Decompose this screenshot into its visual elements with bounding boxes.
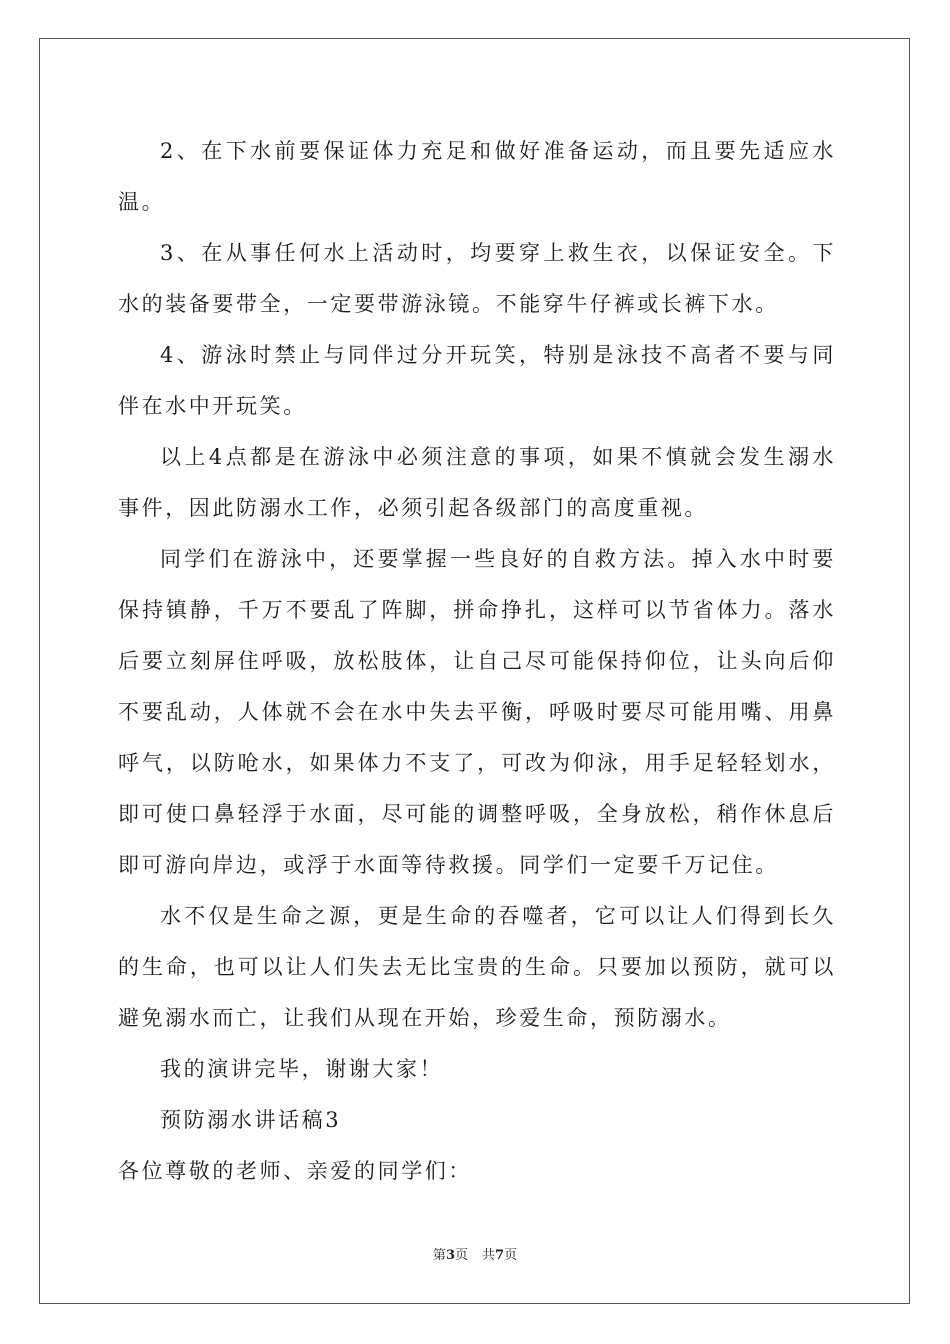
total-suffix: 页 (504, 1248, 518, 1263)
document-body (118, 126, 836, 1197)
page-prefix: 第 (432, 1248, 446, 1263)
paragraph: 4、游泳时禁止与同伴过分开玩笑，特别是泳技不高者不要与同伴在水中开玩笑。 (118, 343, 836, 418)
page-footer (0, 1247, 950, 1265)
paragraph: 我的演讲完毕，谢谢大家！ (160, 1057, 444, 1081)
total-pages: 7 (495, 1248, 505, 1263)
paragraph: 以上4点都是在游泳中必须注意的事项，如果不慎就会发生溺水事件，因此防溺水工作，必须引起各级部门的高度重视。 (118, 445, 836, 520)
page-suffix: 页 (454, 1248, 468, 1263)
section-heading: 预防溺水讲话稿3 (160, 1108, 342, 1132)
salutation: 各位尊敬的老师、亲爱的同学们： (118, 1159, 472, 1183)
paragraph: 2、在下水前要保证体力充足和做好准备运动，而且要先适应水温。 (118, 139, 836, 214)
paragraph: 水不仅是生命之源，更是生命的吞噬者，它可以让人们得到长久的生命，也可以让人们失去无比宝贵的生命。只要加以预防，就可以避免溺水而亡，让我们从现在开始，珍爱生命，预防溺水。 (118, 904, 836, 1030)
page-number: 3 (445, 1248, 455, 1263)
paragraph: 3、在从事任何水上活动时，均要穿上救生衣，以保证安全。下水的装备要带全，一定要带游泳镜。不能穿牛仔裤或长裤下水。 (118, 241, 836, 316)
total-prefix: 共 (482, 1248, 496, 1263)
paragraph: 同学们在游泳中，还要掌握一些良好的自救方法。掉入水中时要保持镇静，千万不要乱了阵脚，拼命挣扎，这样可以节省体力。落水后要立刻屏住呼吸，放松肢体，让自己尽可能保持仰位，让头向后仰不要乱动，人体就不会在水中失去平衡，呼吸时要尽可能用嘴、用鼻呼气，以防呛水，如果体力不支了，可改为仰泳，用手足轻轻划水，即可使口鼻轻浮于水面，尽可能的调整呼吸，全身放松，稍作休息后即可游向岸边，或浮于水面等待救援。同学们一定要千万记住。 (118, 547, 836, 877)
